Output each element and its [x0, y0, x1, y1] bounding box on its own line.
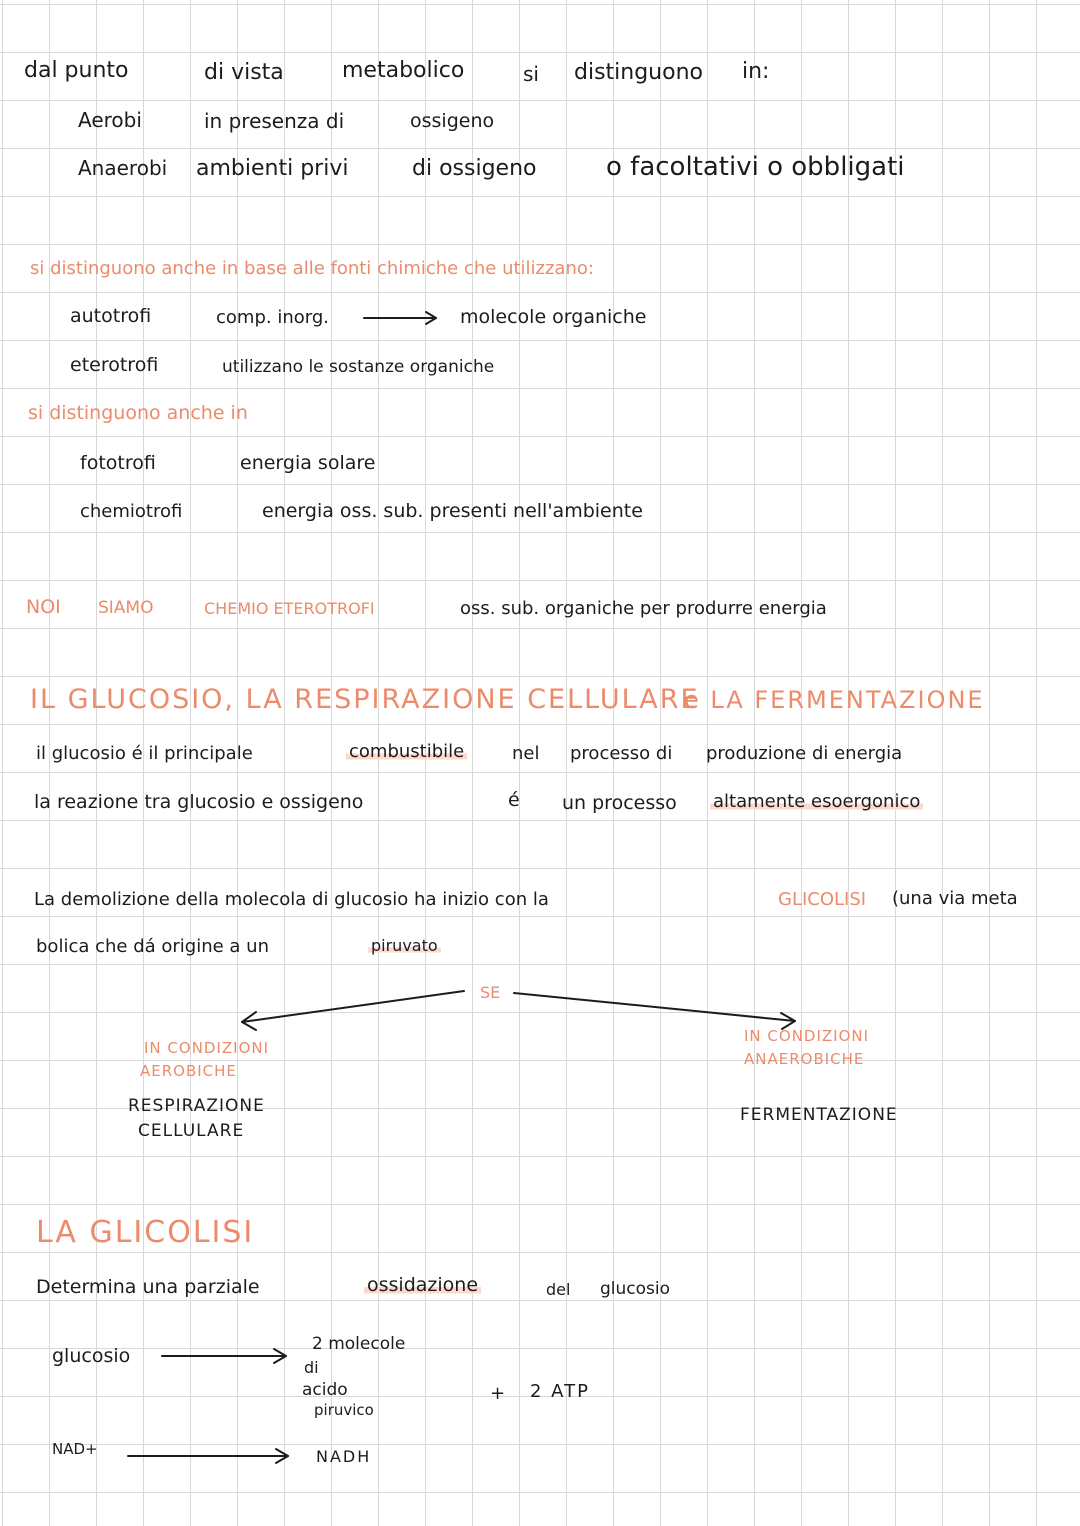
- gluc-line4-hl: piruvato: [368, 938, 441, 954]
- aerobi-desc: in presenza di: [204, 109, 345, 133]
- glicolisi-line-c: glucosio: [600, 1279, 671, 1299]
- trofi-heading: si distinguono anche in base alle fonti chimiche che utilizzano:: [30, 258, 594, 279]
- eterotrofi-desc: utilizzano le sostanze organiche: [222, 357, 495, 377]
- noi-lead: NOI: [26, 596, 61, 618]
- diagram-se: SE: [480, 983, 501, 1002]
- product-line-4: piruvico: [314, 1401, 374, 1419]
- anaerobi-desc2: di ossigeno: [412, 156, 537, 181]
- intro-di-vista: di vista: [204, 60, 284, 85]
- anaerobi-types: o facoltativi o obbligati: [606, 152, 905, 182]
- gluc-line4-a: bolica che dá origine a un: [36, 936, 269, 957]
- intro-metabolico: metabolico: [342, 58, 465, 83]
- anaerobi-desc: ambienti privi: [196, 156, 349, 181]
- fototrofi-desc: energia solare: [240, 452, 376, 474]
- anaerobic-result: FERMENTAZIONE: [740, 1105, 898, 1125]
- gluc-line2-c: un processo: [562, 792, 677, 814]
- glicolisi-line-a: Determina una parziale: [36, 1276, 260, 1298]
- autotrofi-from: comp. inorg.: [216, 307, 329, 328]
- fototrofi-label: fototrofi: [80, 452, 156, 474]
- gluc-line1-a: il glucosio é il principale: [36, 743, 253, 764]
- gluc-line1-b: nel: [512, 743, 540, 764]
- aerobi-label: Aerobi: [78, 108, 142, 132]
- glicolisi-line-b: del: [546, 1280, 571, 1299]
- intro-dal-punto: dal punto: [24, 58, 129, 83]
- gluc-line3-a: La demolizione della molecola di glucosio ha inizio con la: [34, 889, 549, 910]
- gluc-line2-b: é: [508, 789, 520, 811]
- gluc-line3-glicolisi: GLICOLISI: [778, 889, 867, 910]
- arrow-right-line: [514, 993, 795, 1021]
- anaerobic-cond-1: IN CONDIZIONI: [744, 1027, 870, 1045]
- section-title-2: e LA FERMENTAZIONE: [684, 686, 985, 714]
- section-title: IL GLUCOSIO, LA RESPIRAZIONE CELLULARE: [30, 684, 700, 715]
- arrow-left-line: [242, 991, 464, 1022]
- gluc-line1-c: processo di: [570, 743, 673, 764]
- gluc-line1-d: produzione di energia: [706, 743, 903, 764]
- chemiotrofi-desc: energia oss. sub. presenti nell'ambiente: [262, 500, 643, 522]
- autotrofi-to: molecole organiche: [460, 306, 647, 328]
- glicolisi-line-hl: ossidazione: [364, 1276, 481, 1295]
- intro-si: si: [523, 62, 539, 86]
- intro-in: in:: [742, 59, 770, 84]
- gluc-line3-b: (una via meta: [892, 888, 1018, 909]
- autotrofi-label: autotrofi: [70, 305, 152, 327]
- atp-product: 2 ATP: [530, 1381, 590, 1402]
- product-nadh: NADH: [316, 1447, 372, 1466]
- glicolisi-title: LA GLICOLISI: [36, 1215, 255, 1250]
- noi-desc: oss. sub. organiche per produrre energia: [460, 598, 827, 619]
- chemiotrofi-label: chemiotrofi: [80, 501, 183, 522]
- reactant-nad: NAD+: [52, 1440, 98, 1458]
- aerobic-cond-1: IN CONDIZIONI: [144, 1039, 270, 1057]
- product-line-2: di: [304, 1358, 319, 1377]
- plus-sign: +: [490, 1383, 506, 1404]
- product-line-3: acido: [302, 1380, 348, 1400]
- aerobi-desc2: ossigeno: [410, 110, 495, 132]
- gluc-line1-hl: combustibile: [346, 743, 467, 761]
- anaerobic-cond-2: ANAEROBICHE: [744, 1050, 865, 1068]
- intro-distinguono: distinguono: [574, 60, 703, 85]
- product-line-1: 2 molecole: [312, 1334, 406, 1354]
- aerobic-result-2: CELLULARE: [138, 1121, 245, 1141]
- gluc-line2-a: la reazione tra glucosio e ossigeno: [34, 791, 364, 813]
- noi-siamo: SIAMO: [98, 598, 154, 618]
- eterotrofi-label: eterotrofi: [70, 354, 159, 376]
- aerobic-result-1: RESPIRAZIONE: [128, 1096, 265, 1116]
- anaerobi-label: Anaerobi: [78, 156, 168, 180]
- aerobic-cond-2: AEROBICHE: [140, 1062, 237, 1080]
- noi-type: CHEMIO ETEROTROFI: [204, 599, 375, 618]
- energia-heading: si distinguono anche in: [28, 402, 248, 424]
- reactant-glucosio: glucosio: [52, 1345, 131, 1367]
- gluc-line2-hl: altamente esoergonico: [710, 793, 923, 811]
